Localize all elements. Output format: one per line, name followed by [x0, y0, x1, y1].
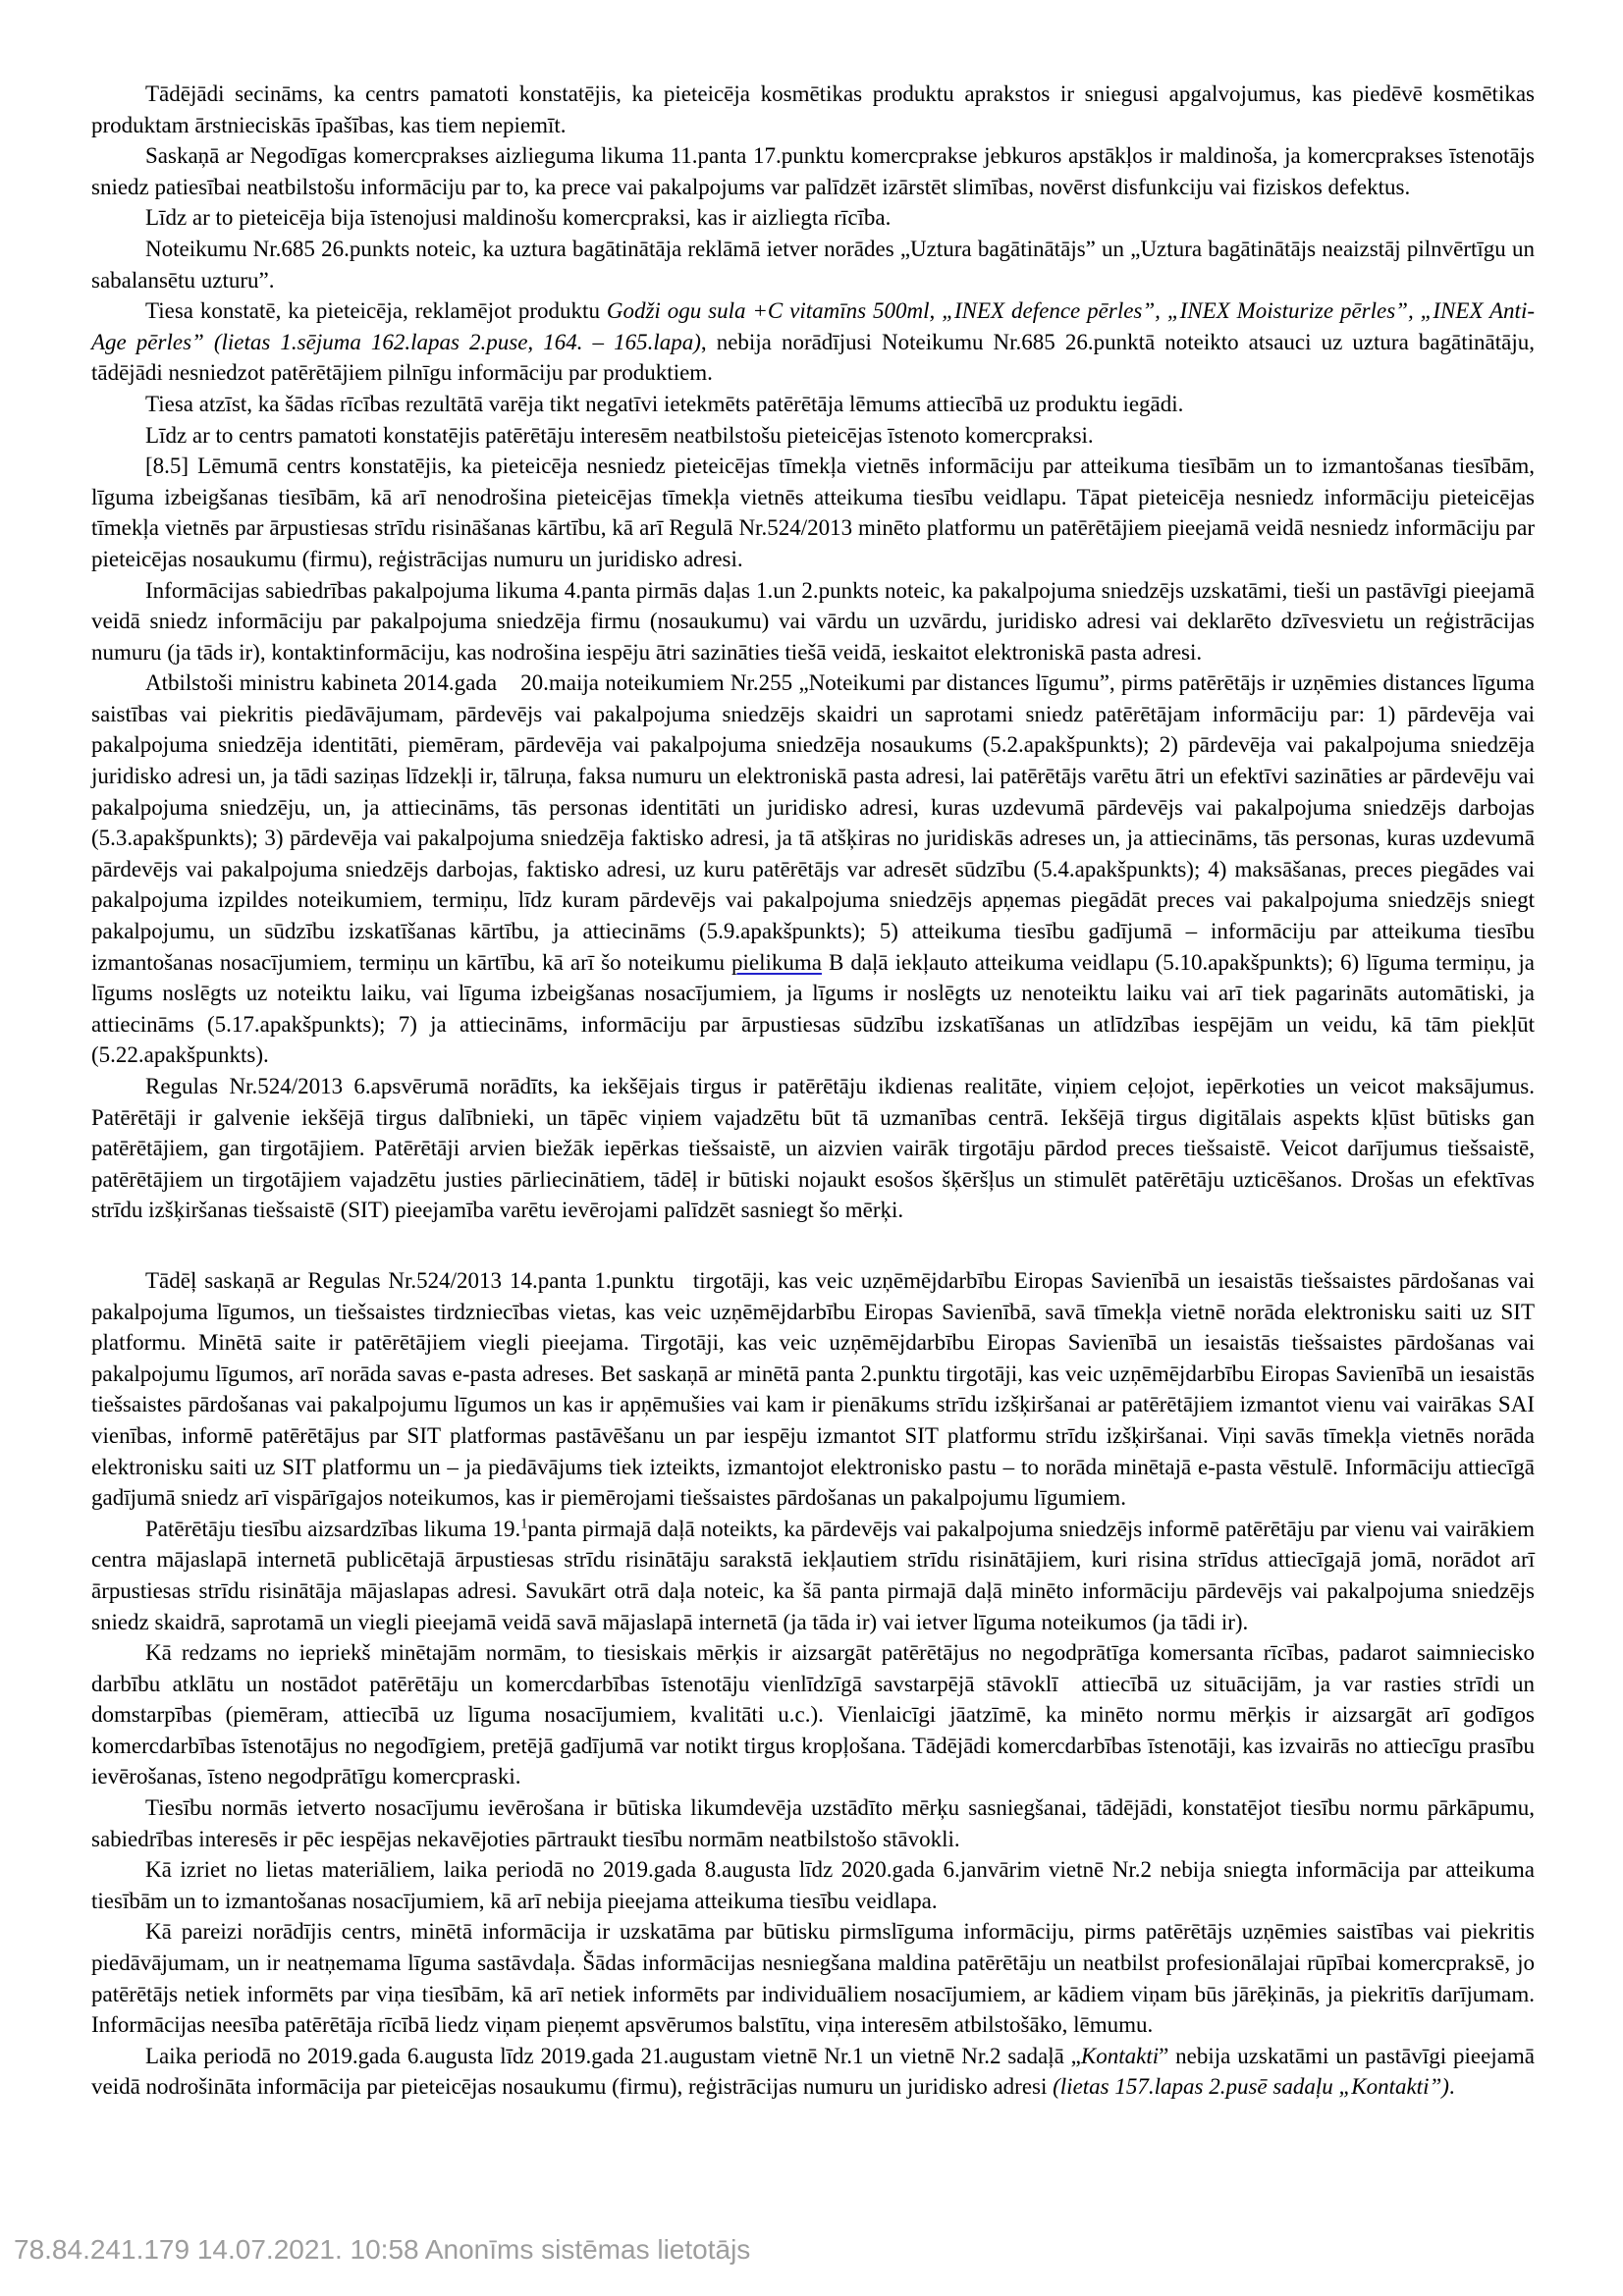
paragraph [91, 295, 1535, 389]
text-run: Patērētāju tiesību aizsardzības likuma 19. [145, 1516, 521, 1541]
paragraph [91, 2041, 1535, 2103]
text-run: Noteikumu Nr.685 26.punkts noteic, ka uztura bagātinātāja reklāmā ietver norādes „Uztura bagātinātājs” un „Uztura bagātinātājs neaizstāj pilnvērtīgu un sabalansētu uzturu”. [91, 236, 1535, 293]
text-run: panta pirmajā daļā noteikts, ka pārdevējs vai pakalpojuma sniedzējs informē patērētāju par vienu vai vairākiem centra mājaslapā internetā publicētajā ārpustiesas strīdu risinātāju sarakstā iekļautiem strīdu risinātājiem, kuri risina strīdus attiecīgajā jomā, norādot arī ārpustiesas strīdu risinātāja mājaslapas adresi. Savukārt otrā daļa noteic, ka šā panta pirmajā daļā minēto informāciju pārdevējs vai pakalpojuma sniedzējs sniedz skaidrā, saprotamā un viegli pieejamā veidā savā mājaslapā internetā (ja tāda ir) vai ietver līguma noteikumos (ja tādi ir). [91, 1516, 1536, 1634]
paragraph [91, 79, 1535, 140]
text-run: Informācijas sabiedrības pakalpojuma likuma 4.panta pirmās daļas 1.un 2.punkts noteic, ka pakalpojuma sniedzējs uzskatāmi, tieši un pastāvīgi pieejamā veidā sniedz informāciju par pakalpojuma sniedzēja firmu (nosaukumu) vai vārdu un uzvārdu, juridisko adresi vai deklarēto dzīvesvietu un reģistrācijas numuru (ja tāds ir), kontaktinformāciju, kas nodrošina iespēju ātri sazināties tiešā veidā, ieskaitot elektroniskā pasta adresi. [91, 577, 1535, 665]
pielikuma-link[interactable]: pielikuma [730, 949, 822, 975]
italic-text: Godži ogu sula +C vitamīns 500ml, „INEX defence pērles”, „INEX Moisturize pērles”, „INEX Anti-Age pērles” (lietas 1.sējuma 162.lapas 2.puse, 164. – 165.lapa) [91, 298, 1535, 354]
text-run: , nebija norādījusi Noteikumu Nr.685 26.punktā noteikto atsauci uz uztura bagātinātāju, tādējādi nesniedzot patērētājiem pilnīgu informāciju par produktiem. [91, 329, 1535, 386]
text-run: Tiesa konstatē, ka pieteicēja, reklamējot produktu [145, 298, 607, 324]
text-run: Kā pareizi norādījis centrs, minētā informācija ir uzskatāma par būtisku pirmslīguma informāciju, pirms patērētājs uzņēmies saistības vai piekritis piedāvājumam, un ir neatņemama līguma sastāvdaļa. Šādas informācijas nesniegšana maldina patērētāju un neatbilst profesionālajai rūpībai komercpraksē, jo patērētājs netiek informēts par viņa tiesībām, kā arī netiek informēts par individuāliem nosacījumiem, ar kādiem viņam būs jārēķinās, ja piekritīs darījumam. Informācijas neesība patērētāja rīcībā liedz viņam pieņemt apsvērumos balstītu, viņa interesēm atbilstošāko, lēmumu. [91, 1919, 1535, 2038]
paragraph [91, 667, 1535, 1071]
paragraph [91, 140, 1535, 202]
paragraph [91, 1792, 1535, 1854]
paragraph [91, 420, 1535, 452]
text-run: Kā redzams no iepriekš minētajām normām, to tiesiskais mērķis ir aizsargāt patērētājus no negodprātīga komersanta rīcības, padarot saimniecisko darbību atklātu un nostādot patērētāju un komercdarbības īstenotāju vienlīdzīgā savstarpējā stāvoklī attiecībā uz situācijām, ja var rasties strīdi un domstarpības (piemēram, attiecībā uz līguma nosacījumiem, kvalitāti u.c.). Vienlaicīgi jāatzīmē, ka minēto normu mērķis ir aizsargāt arī godīgos komercdarbības īstenotājus no negodīgiem, pretējā gadījumā var notikt tirgus kropļošana. Tādējādi komercdarbības īstenotāji, kas izvairās no attiecīgu prasību ievērošanas, īsteno negodprātīgu komercpraski. [91, 1640, 1535, 1789]
text-run: Līdz ar to centrs pamatoti konstatējis patērētāju interesēm neatbilstošu pieteicējas īstenoto komercpraksi. [145, 422, 1094, 448]
text-run: Tādēļ saskaņā ar Regulas Nr.524/2013 14.panta 1.punktu tirgotāji, kas veic uzņēmējdarbību Eiropas Savienībā un iesaistās tiešsaistes pārdošanas vai pakalpojuma līgumos, un tiešsaistes tirdzniecības vietas, kas veic uzņēmējdarbību Eiropas Savienībā, savā tīmekļa vietnē norāda elektronisku saiti uz SIT platformu. Minētā saite ir patērētājiem viegli pieejama. Tirgotāji, kas veic uzņēmējdarbību Eiropas Savienībā un iesaistās tiešsaistes pārdošanas vai pakalpojumu līgumos, arī norāda savas e-pasta adreses. Bet saskaņā ar minētā panta 2.punktu tirgotāji, kas veic uzņēmējdarbību Eiropas Savienībā un iesaistās tiešsaistes pārdošanas vai pakalpojumu līgumos un kas ir apņēmušies vai kam ir pienākums strīdu izšķiršanai ar patērētājiem izmantot vienu vai vairākas SAI vienības, informē patērētājus par SIT platformas pastāvēšanu un par iespēju izmantot SIT platformu strīdu izšķiršanai. Viņi savās tīmekļa vietnēs norāda elektronisku saiti uz SIT platformu un – ja piedāvājums tiek izteikts, izmantojot elektronisko pastu – to norāda minētajā e-pasta vēstulē. Informāciju attiecīgā gadījumā sniedz arī vispārīgajos noteikumos, kas ir piemērojami tiešsaistes pārdošanas un pakalpojumu līgumiem. [91, 1267, 1535, 1511]
text-run: Līdz ar to pieteicēja bija īstenojusi maldinošu komercpraksi, kas ir aizliegta rīcība. [145, 205, 892, 231]
paragraph [91, 202, 1535, 234]
text-run: Kā izriet no lietas materiāliem, laika periodā no 2019.gada 8.augusta līdz 2020.gada 6.janvārim vietnē Nr.2 nebija sniegta informācija par atteikuma tiesībām un to izmantošanas nosacījumiem, kā arī nebija pieejama atteikuma tiesību veidlapa. [91, 1857, 1535, 1913]
paragraph [91, 1854, 1535, 1916]
paragraph [91, 1265, 1535, 1514]
paragraph [91, 1637, 1535, 1792]
paragraph [91, 234, 1535, 295]
text-run: Tiesību normās ietverto nosacījumu ievērošana ir būtiska likumdevēja uzstādīto mērķu sasniegšanai, tādējādi, konstatējot tiesību normu pārkāpumu, sabiedrības interesēs ir pēc iespējas nekavējoties pārtraukt tiesību normām neatbilstošo stāvokli. [91, 1795, 1535, 1851]
text-run: Atbilstoši ministru kabineta 2014.gada 20.maija noteikumiem Nr.255 „Noteikumi par distances līgumu”, pirms patērētājs ir uzņēmies distances līguma saistības vai piekritis piedāvājumam, pārdevējs vai pakalpojuma sniedzējs skaidri un saprotami sniedz patērētājam informāciju par: 1) pārdevēja vai pakalpojuma sniedzēja identitāti, piemēram, pārdevēja vai pakalpojuma sniedzēja nosaukums (5.2.apakšpunkts); 2) pārdevēja vai pakalpojuma sniedzēja juridisko adresi un, ja tādi saziņas līdzekļi ir, tālruņa, faksa numuru un elektroniskā pasta adresi, lai patērētājs varētu ātri un efektīvi sazināties ar pārdevēju vai pakalpojuma sniedzēju, un, ja attiecināms, tās personas identitāti un juridisko adresi, kuras uzdevumā pārdevējs vai pakalpojuma sniedzējs darbojas (5.3.apakšpunkts); 3) pārdevēja vai pakalpojuma sniedzēja faktisko adresi, ja tā atšķiras no juridiskās adreses un, ja attiecināms, tās personas, kuras uzdevumā pārdevējs vai pakalpojuma sniedzējs darbojas, faktisko adresi, uz kuru patērētājs var adresēt sūdzību (5.4.apakšpunkts); 4) maksāšanas, preces piegādes vai pakalpojuma izpildes noteikumiem, termiņu, līdz kuram pārdevējs vai pakalpojuma sniedzējs apņemas piegādāt preces vai pakalpojuma sniedzējs sniegt pakalpojumu, un sūdzību izskatīšanas kārtību, ja attiecināms (5.9.apakšpunkts); 5) atteikuma tiesību gadījumā – informāciju par atteikuma tiesību izmantošanas nosacījumiem, termiņu un kārtību, kā arī šo noteikumu [91, 670, 1535, 975]
paragraph [91, 451, 1535, 574]
paragraph [91, 575, 1535, 668]
text-run: ” nebija uzskatāmi un pastāvīgi pieejamā veidā nodrošināta informācija par pieteicējas nosaukumu (firmu), reģistrācijas numuru un juridisko adresi [91, 2043, 1535, 2100]
paragraph [91, 1071, 1535, 1226]
document-body [91, 79, 1535, 2103]
audit-footer: 78.84.241.179 14.07.2021. 10:58 Anonīms sistēmas lietotājs [14, 2234, 751, 2265]
text-run: Tādējādi secināms, ka centrs pamatoti konstatējis, ka pieteicēja kosmētikas produktu aprakstos ir sniegusi apgalvojumus, kas piedēvē kosmētikas produktam ārstnieciskās īpašības, kas tiem nepiemīt. [91, 81, 1535, 137]
text-run: . [1448, 2074, 1455, 2100]
text-run: Laika periodā no 2019.gada 6.augusta līdz 2019.gada 21.augustam vietnē Nr.1 un vietnē Nr.2 sadaļā „ [145, 2043, 1081, 2068]
text-run: Tiesa atzīst, ka šādas rīcības rezultātā varēja tikt negatīvi ietekmēts patērētāja lēmums attiecībā uz produktu iegādi. [145, 391, 1184, 416]
paragraph [91, 389, 1535, 420]
paragraph [91, 1916, 1535, 2040]
text-run: Regulas Nr.524/2013 6.apsvērumā norādīts, ka iekšējais tirgus ir patērētāju ikdienas realitāte, viņiem ceļojot, iepērkoties un veicot maksājumus. Patērētāji ir galvenie iekšējā tirgus dalībnieki, un tāpēc viņiem vajadzētu būt tā uzmanības centrā. Iekšējā tirgus digitālais aspekts kļūst būtisks gan patērētājiem, gan tirgotājiem. Patērētāji arvien biežāk iepērkas tiešsaistē, un aizvien vairāk tirgotāju pārdod preces tiešsaistē. Veicot darījumus tiešsaistē, patērētājiem un tirgotājiem vajadzētu justies pārliecinātiem, tādēļ ir būtiski nojaukt esošos šķēršļus un stimulēt patērētāju uzticēšanos. Drošas un efektīvas strīdu izšķiršanas tiešsaistē (SIT) pieejamība varētu ievērojami palīdzēt sasniegt šo mērķi. [91, 1074, 1535, 1223]
italic-text: Kontakti [1080, 2043, 1160, 2068]
paragraph [91, 1514, 1535, 1637]
text-run: B daļā iekļauto atteikuma veidlapu (5.10.apakšpunkts); 6) līguma termiņu, ja līgums noslēgts uz noteiktu laiku, vai līguma izbeigšanas nosacījumiem, ja līgums ir noslēgts uz nenoteiktu laiku vai arī tiek pagarināts automātiski, ja attiecināms (5.17.apakšpunkts); 7) ja attiecināms, informāciju par ārpustiesas sūdzību izskatīšanas un atlīdzības iespējām un veidu, kā tām piekļūt (5.22.apakšpunkts). [91, 949, 1535, 1068]
text-run: Saskaņā ar Negodīgas komercprakses aizlieguma likuma 11.panta 17.punktu komercprakse jebkuros apstākļos ir maldinoša, ja komercprakses īstenotājs sniedz patiesībai neatbilstošu informāciju par to, ka prece vai pakalpojums var palīdzēt izārstēt slimības, novērst disfunkciju vai fiziskos defektus. [91, 143, 1535, 199]
superscript: 1 [520, 1516, 528, 1532]
text-run: [8.5] Lēmumā centrs konstatējis, ka pieteicēja nesniedz pieteicējas tīmekļa vietnēs informāciju par atteikuma tiesībām un to izmantošanas tiesībām, līguma izbeigšanas tiesībām, kā arī nenodrošina pieteicējas tīmekļa vietnēs atteikuma tiesību veidlapu. Tāpat pieteicēja nesniedz informāciju pieteicējas tīmekļa vietnēs par ārpustiesas strīdu risināšanas kārtību, kā arī Regulā Nr.524/2013 minēto platformu un patērētājiem pieejamā veidā nesniedz informāciju par pieteicējas nosaukumu (firmu), reģistrācijas numuru un juridisko adresi. [91, 454, 1535, 571]
italic-text: (lietas 157.lapas 2.pusē sadaļu „Kontakti”) [1053, 2074, 1449, 2100]
